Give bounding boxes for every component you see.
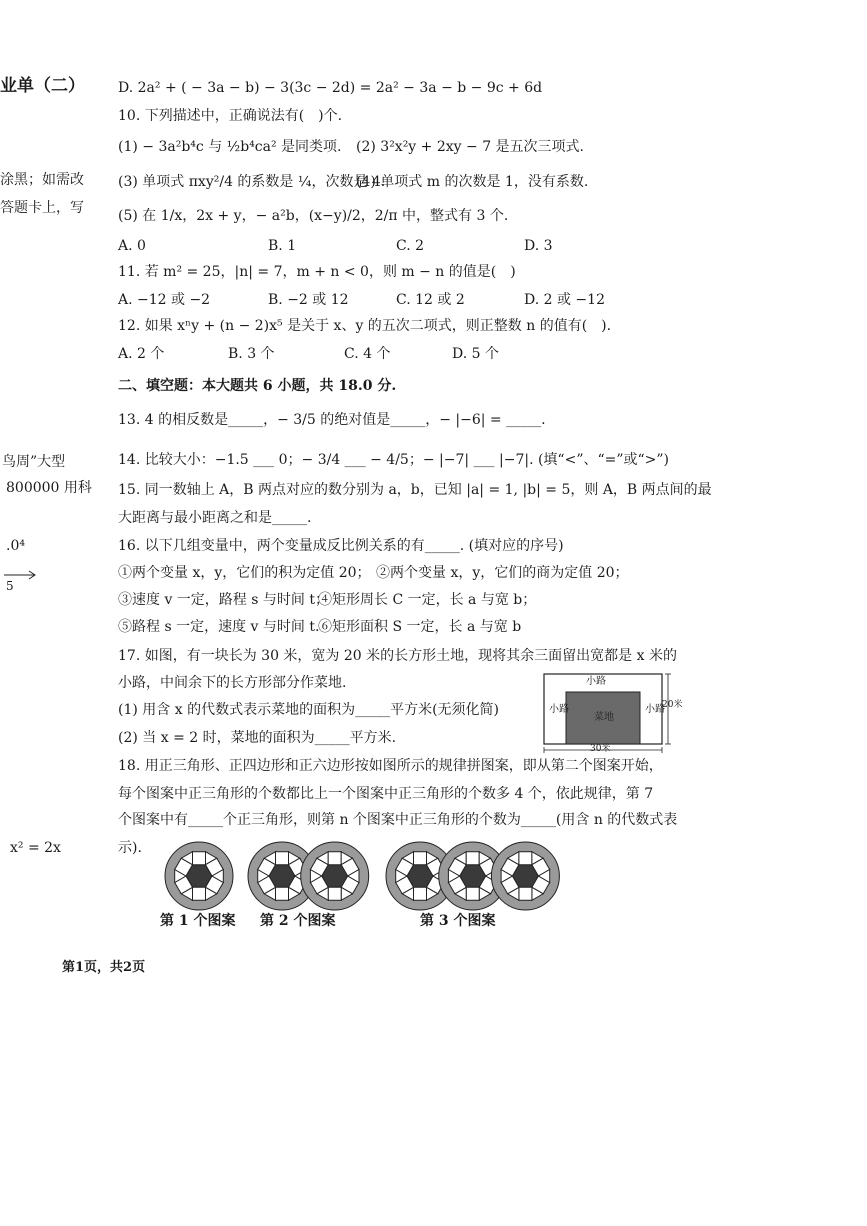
q16-option-6: ⑥矩形面积 S 一定，长 a 与宽 b: [318, 619, 522, 635]
q11-stem: 11. 若 m² = 25，|n| = 7，m + n < 0，则 m − n 的值是( ): [118, 264, 516, 280]
q10-statement-5: (5) 在 1/x，2x + y，− a²b，(x−y)/2，2/π 中，整式有 3 个.: [118, 208, 509, 224]
q12-option-b: B. 3 个: [228, 346, 275, 362]
margin-note: 鸟周”大型: [2, 454, 66, 470]
pattern-label-2: 第 2 个图案: [260, 913, 336, 929]
q11-option-a: A. −12 或 −2: [118, 292, 211, 308]
diagram-label-vegetable-plot: 菜地: [594, 712, 614, 723]
q10-statement-1: (1) − 3a²b⁴c 与 ½b⁴ca² 是同类项.: [118, 139, 342, 155]
q12-option-a: A. 2 个: [118, 346, 165, 362]
q18-line-2: 每个图案中正三角形的个数都比上一个图案中正三角形的个数多 4 个，依此规律，第 7: [118, 786, 654, 802]
diagram-label-left-path: 小路: [549, 704, 569, 715]
q16-option-5: ⑤路程 s 一定，速度 v 与时间 t.: [118, 619, 320, 635]
margin-note: 答题卡上，写: [0, 200, 84, 216]
square-tile: [328, 887, 341, 900]
margin-note: .0⁴: [6, 538, 25, 554]
q10-option-a: A. 0: [118, 238, 146, 254]
page-footer: 第1页，共2页: [62, 960, 146, 975]
q11-option-b: B. −2 或 12: [268, 292, 349, 308]
number-line-arrow-icon: [4, 570, 38, 580]
margin-note: x² = 2x: [10, 840, 61, 856]
square-tile: [328, 852, 341, 865]
square-tile: [276, 852, 289, 865]
square-tile: [466, 887, 479, 900]
margin-note: 涂黑；如需改: [0, 172, 84, 188]
q18-line-4: 示).: [118, 840, 142, 856]
q14-text: 14. 比较大小：−1.5 ___ 0；− 3/4 ___ − 4/5；− |−7| ___ |−7|. (填“<”、“=”或“>”): [118, 452, 670, 468]
margin-note: 800000 用科: [6, 480, 92, 496]
q12-option-d: D. 5 个: [452, 346, 499, 362]
diagram-label-right-path: 小路: [645, 704, 665, 715]
q16-option-4: ④矩形周长 C 一定，长 a 与宽 b；: [318, 592, 537, 608]
q10-option-c: C. 2: [396, 238, 425, 254]
q17-line-1: 17. 如图，有一块长为 30 米，宽为 20 米的长方形土地，现将其余三面留出宽都是 x 米的: [118, 648, 677, 664]
pattern-label-1: 第 1 个图案: [160, 913, 236, 929]
q13-text: 13. 4 的相反数是_____，− 3/5 的绝对值是_____，− |−6| = _____.: [118, 412, 546, 428]
q17-part-2: (2) 当 x = 2 时，菜地的面积为_____平方米.: [118, 730, 397, 746]
diagram-label-width: 30米: [590, 744, 611, 754]
margin-note: 5: [6, 579, 14, 593]
q16-option-1: ①两个变量 x，y，它们的积为定值 20；: [118, 565, 371, 581]
q12-stem: 12. 如果 xⁿy + (n − 2)x⁵ 是关于 x、y 的五次二项式，则正整数 n 的值有( ).: [118, 318, 612, 334]
q10-statement-3: (3) 单项式 πxy²/4 的系数是 ¼，次数是 4.: [118, 174, 386, 190]
q18-tiling-patterns: [150, 838, 730, 914]
pattern-label-3: 第 3 个图案: [420, 913, 496, 929]
square-tile: [414, 852, 427, 865]
q17-line-2: 小路，中间余下的长方形部分作菜地.: [118, 675, 347, 691]
q15-line-1: 15. 同一数轴上 A，B 两点对应的数分别为 a，b，已知 |a| = 1, |b| = 5，则 A，B 两点间的最: [118, 482, 712, 498]
q12-option-c: C. 4 个: [344, 346, 391, 362]
square-tile: [466, 852, 479, 865]
q11-option-d: D. 2 或 −12: [524, 292, 605, 308]
square-tile: [519, 852, 532, 865]
q10-statement-4: (4) 单项式 m 的次数是 1，没有系数.: [356, 174, 589, 190]
q18-line-1: 18. 用正三角形、正四边形和正六边形按如图所示的规律拼图案，即从第二个图案开始，: [118, 758, 663, 774]
q17-part-1: (1) 用含 x 的代数式表示菜地的面积为_____平方米(无须化简): [118, 702, 499, 718]
q10-option-d: D. 3: [524, 238, 553, 254]
q10-statement-2: (2) 3²x²y + 2xy − 7 是五次三项式.: [356, 139, 584, 155]
diagram-label-top-path: 小路: [586, 676, 606, 687]
section-heading-fill-in: 二、填空题：本大题共 6 小题，共 18.0 分.: [118, 378, 397, 394]
diagram-label-height: 20米: [662, 700, 683, 710]
square-tile: [276, 887, 289, 900]
square-tile: [519, 887, 532, 900]
square-tile: [414, 887, 427, 900]
q11-option-c: C. 12 或 2: [396, 292, 465, 308]
q15-line-2: 大距离与最小距离之和是_____.: [118, 510, 312, 526]
q10-stem: 10. 下列描述中，正确说法有( )个.: [118, 108, 343, 124]
q10-option-b: B. 1: [268, 238, 297, 254]
q16-stem: 16. 以下几组变量中，两个变量成反比例关系的有_____. (填对应的序号): [118, 538, 564, 554]
q9-option-d: D. 2a² + ( − 3a − b) − 3(3c − 2d) = 2a² − 3a − b − 9c + 6d: [118, 80, 543, 96]
margin-title: 业单（二）: [0, 76, 85, 96]
square-tile: [193, 852, 206, 865]
q16-option-2: ②两个变量 x，y，它们的商为定值 20；: [376, 565, 629, 581]
q18-line-3: 个图案中有_____个正三角形，则第 n 个图案中正三角形的个数为_____(用含 n 的代数式表: [118, 812, 678, 828]
square-tile: [193, 887, 206, 900]
q16-option-3: ③速度 v 一定，路程 s 与时间 t；: [118, 592, 329, 608]
